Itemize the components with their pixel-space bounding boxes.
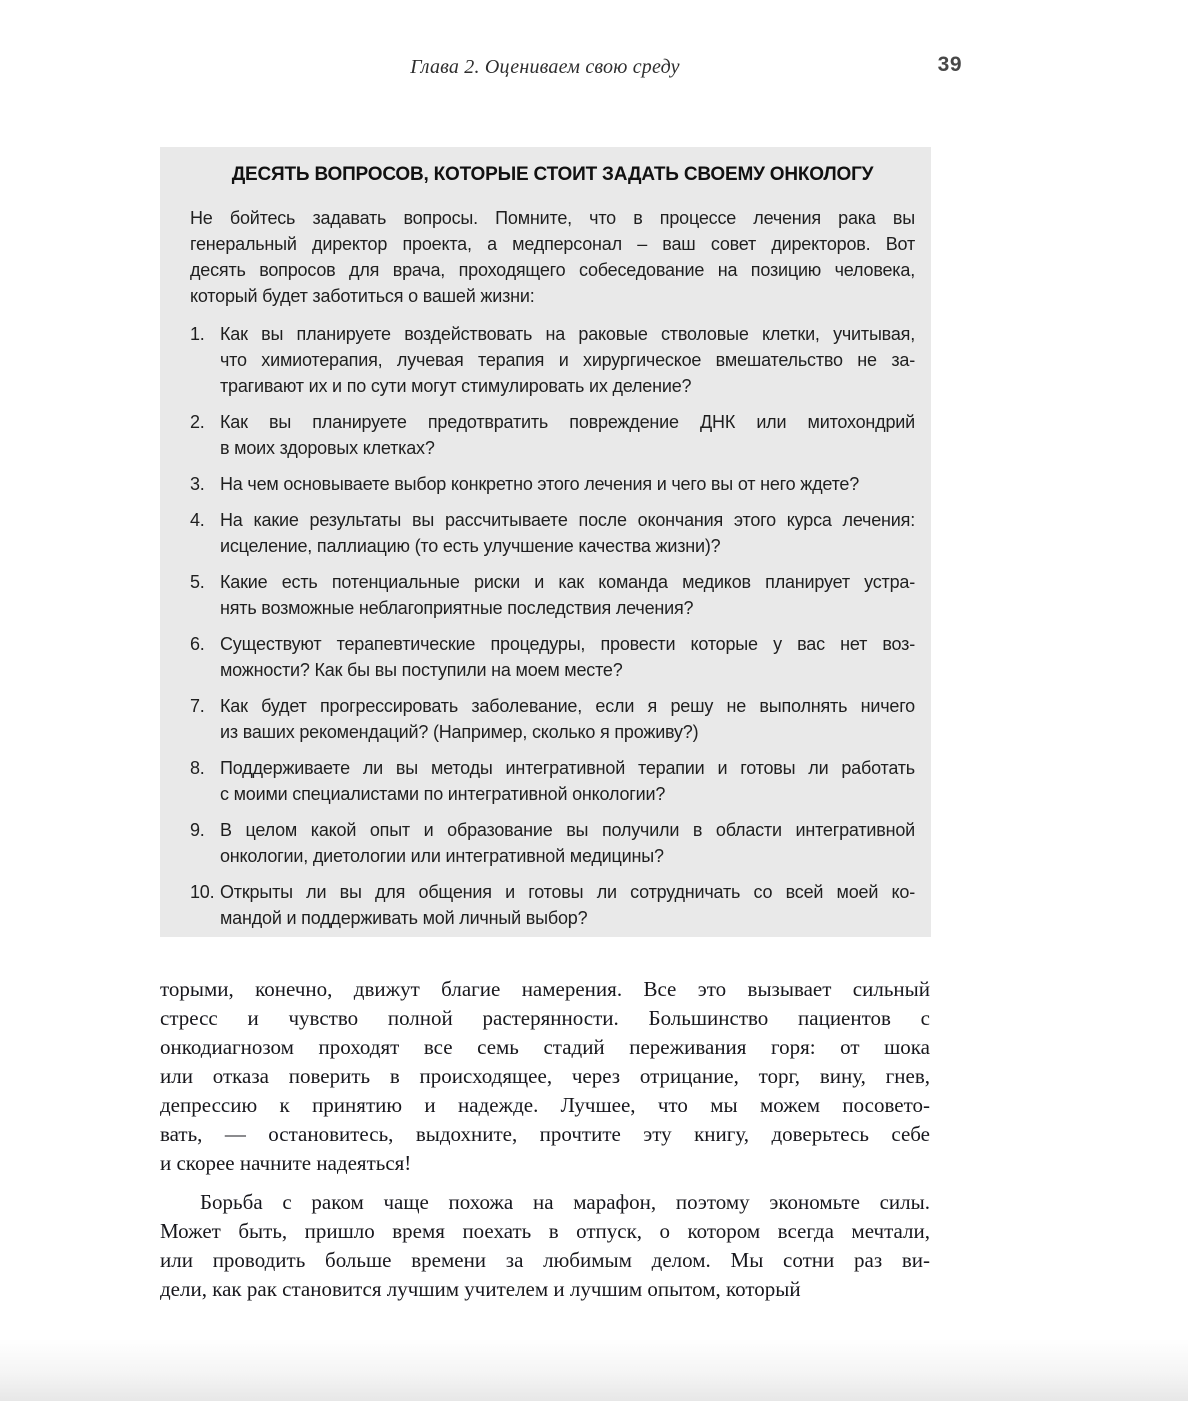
text-line: стресс и чувство полной растерянности. Большинство пациентов с — [160, 1006, 930, 1030]
text-line: Какие есть потенциальные риски и как команда медиков планирует устра- — [220, 572, 915, 592]
question-item — [190, 507, 915, 559]
question-number: 10. — [190, 882, 215, 902]
text-line: Открыты ли вы для общения и готовы ли сотрудничать со всей моей ко- — [220, 882, 915, 902]
question-text — [220, 879, 915, 931]
question-item — [190, 569, 915, 621]
questions-box-title: ДЕСЯТЬ ВОПРОСОВ, КОТОРЫЕ СТОИТ ЗАДАТЬ СВОЕМУ ОНКОЛОГУ — [231, 164, 874, 185]
text-line: с моими специалистами по интегративной онкологии? — [220, 784, 666, 804]
text-line: вать, — остановитесь, выдохните, прочтите эту книгу, доверьтесь себе — [160, 1122, 930, 1146]
text-line: или отказа поверить в происходящее, через отрицание, торг, вину, гнев, — [160, 1064, 930, 1088]
text-line: Как будет прогрессировать заболевание, если я решу не выполнять ничего — [220, 696, 915, 716]
question-text — [220, 817, 915, 869]
question-item — [190, 321, 915, 399]
text-line: трагивают их и по сути могут стимулировать их деление? — [220, 376, 692, 396]
running-header — [160, 53, 962, 88]
question-number: 3. — [190, 474, 205, 494]
text-line: На какие результаты вы рассчитываете после окончания этого курса лечения: — [220, 510, 915, 530]
question-item — [190, 755, 915, 807]
text-line: Не бойтесь задавать вопросы. Помните, что в процессе лечения рака вы — [190, 208, 915, 228]
text-line: дели, как рак становится лучшим учителем и лучшим опытом, который — [160, 1277, 801, 1301]
question-item — [190, 409, 915, 461]
question-number: 8. — [190, 758, 205, 778]
chapter-title: Глава 2. Оцениваем свою среду — [410, 56, 680, 78]
text-line: На чем основываете выбор конкретно этого лечения и чего вы от него ждете? — [220, 474, 860, 494]
text-line: В целом какой опыт и образование вы получили в области интегративной — [220, 820, 915, 840]
question-text — [220, 409, 915, 461]
question-number: 4. — [190, 510, 205, 530]
paragraph — [160, 1188, 930, 1304]
question-text — [220, 569, 915, 621]
question-item — [190, 879, 915, 931]
question-text — [220, 755, 915, 807]
question-text — [220, 321, 915, 399]
questions-box — [160, 147, 931, 937]
page-number: 39 — [937, 53, 962, 76]
question-text — [220, 507, 915, 559]
text-line: исцеление, паллиацию (то есть улучшение качества жизни)? — [220, 536, 721, 556]
text-line: который будет заботиться о вашей жизни: — [190, 286, 535, 306]
body-text — [160, 975, 930, 1304]
question-number: 5. — [190, 572, 205, 592]
text-line: нять возможные неблагоприятные последствия лечения? — [220, 598, 694, 618]
text-line: торыми, конечно, движут благие намерения. Все это вызывает сильный — [160, 977, 930, 1001]
text-line: Как вы планируете предотвратить повреждение ДНК или митохондрий — [220, 412, 915, 432]
question-list — [190, 321, 915, 931]
text-line: мандой и поддерживать мой личный выбор? — [220, 908, 588, 928]
text-line: и скорее начните надеяться! — [160, 1151, 412, 1175]
text-line: что химиотерапия, лучевая терапия и хирургическое вмешательство не за- — [220, 350, 915, 370]
question-text — [220, 693, 915, 745]
text-line: можности? Как бы вы поступили на моем месте? — [220, 660, 623, 680]
text-line: Поддерживаете ли вы методы интегративной терапии и готовы ли работать — [220, 758, 915, 778]
question-number: 1. — [190, 324, 205, 344]
questions-box-intro — [190, 205, 915, 309]
question-item — [190, 693, 915, 745]
question-number: 9. — [190, 820, 205, 840]
page-bottom-fade — [0, 1339, 1188, 1401]
question-item — [190, 817, 915, 869]
text-line: Может быть, пришло время поехать в отпуск, о котором всегда мечтали, — [160, 1219, 930, 1243]
question-text — [220, 471, 915, 497]
text-line: из ваших рекомендаций? (Например, сколько я проживу?) — [220, 722, 699, 742]
question-number: 6. — [190, 634, 205, 654]
question-text — [220, 631, 915, 683]
question-number: 7. — [190, 696, 205, 716]
text-line: или проводить больше времени за любимым делом. Мы сотни раз ви- — [160, 1248, 930, 1272]
text-line: в моих здоровых клетках? — [220, 438, 435, 458]
text-line: Борьба с раком чаще похожа на марафон, поэтому экономьте силы. — [200, 1190, 930, 1214]
text-line: онкодиагнозом проходят все семь стадий переживания горя: от шока — [160, 1035, 930, 1059]
text-line: Как вы планируете воздействовать на раковые стволовые клетки, учитывая, — [220, 324, 915, 344]
text-line: депрессию к принятию и надежде. Лучшее, что мы можем посовето- — [160, 1093, 930, 1117]
question-item — [190, 471, 915, 497]
paragraph — [160, 975, 930, 1178]
text-line: десять вопросов для врача, проходящего собеседование на позицию человека, — [190, 260, 915, 280]
question-item — [190, 631, 915, 683]
text-line: генеральный директор проекта, а медперсонал – ваш совет директоров. Вот — [190, 234, 915, 254]
question-number: 2. — [190, 412, 205, 432]
text-line: онкологии, диетологии или интегративной медицины? — [220, 846, 664, 866]
text-line: Существуют терапевтические процедуры, провести которые у вас нет воз- — [220, 634, 915, 654]
